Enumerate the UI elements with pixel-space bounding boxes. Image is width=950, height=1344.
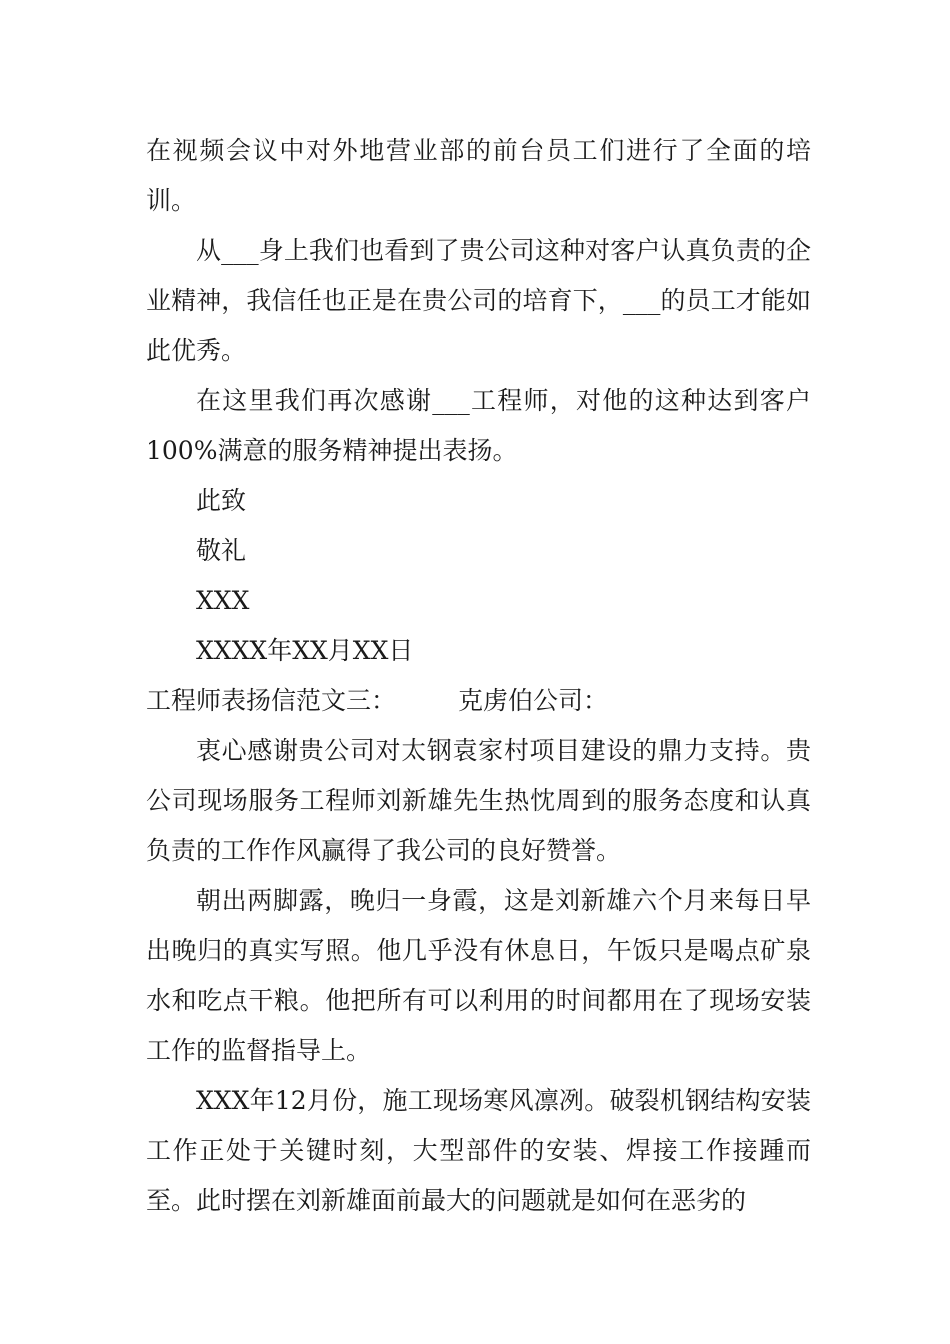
closing-salutation: 此致 — [196, 486, 247, 515]
paragraph-gratitude: 衷心感谢贵公司对太钢袁家村项目建设的鼎力支持。贵公司现场服务工程师刘新雄先生热忱周到的服务态度和认真负责的工作作风赢得了我公司的良好赞誉。 — [146, 736, 811, 865]
closing-regards: 敬礼 — [196, 536, 247, 565]
closing-date: XXXX年XX月XX日 — [196, 636, 414, 665]
section-heading — [146, 676, 811, 726]
section-title: 工程师表扬信范文三： — [146, 686, 397, 715]
document-body — [146, 126, 811, 1226]
paragraph-training: 在视频会议中对外地营业部的前台员工们进行了全面的培训。 — [146, 136, 811, 215]
paragraph-december-installation: XXX年12月份，施工现场寒风凛冽。破裂机钢结构安装工作正处于关键时刻，大型部件的安装、焊接工作接踵而至。此时摆在刘新雄面前最大的问题就是如何在恶劣的 — [146, 1086, 811, 1215]
section-recipient: 克虏伯公司： — [458, 686, 609, 715]
paragraph-enterprise-spirit: 从___身上我们也看到了贵公司这种对客户认真负责的企业精神，我信任也正是在贵公司的培育下，___的员工才能如此优秀。 — [146, 236, 811, 365]
paragraph-daily-work: 朝出两脚露，晚归一身霞，这是刘新雄六个月来每日早出晚归的真实写照。他几乎没有休息日，午饭只是喝点矿泉水和吃点干粮。他把所有可以利用的时间都用在了现场安装工作的监督指导上。 — [146, 886, 811, 1065]
closing-signature: XXX — [196, 586, 250, 615]
paragraph-thanks-engineer: 在这里我们再次感谢___工程师，对他的这种达到客户100%满意的服务精神提出表扬。 — [146, 386, 811, 465]
